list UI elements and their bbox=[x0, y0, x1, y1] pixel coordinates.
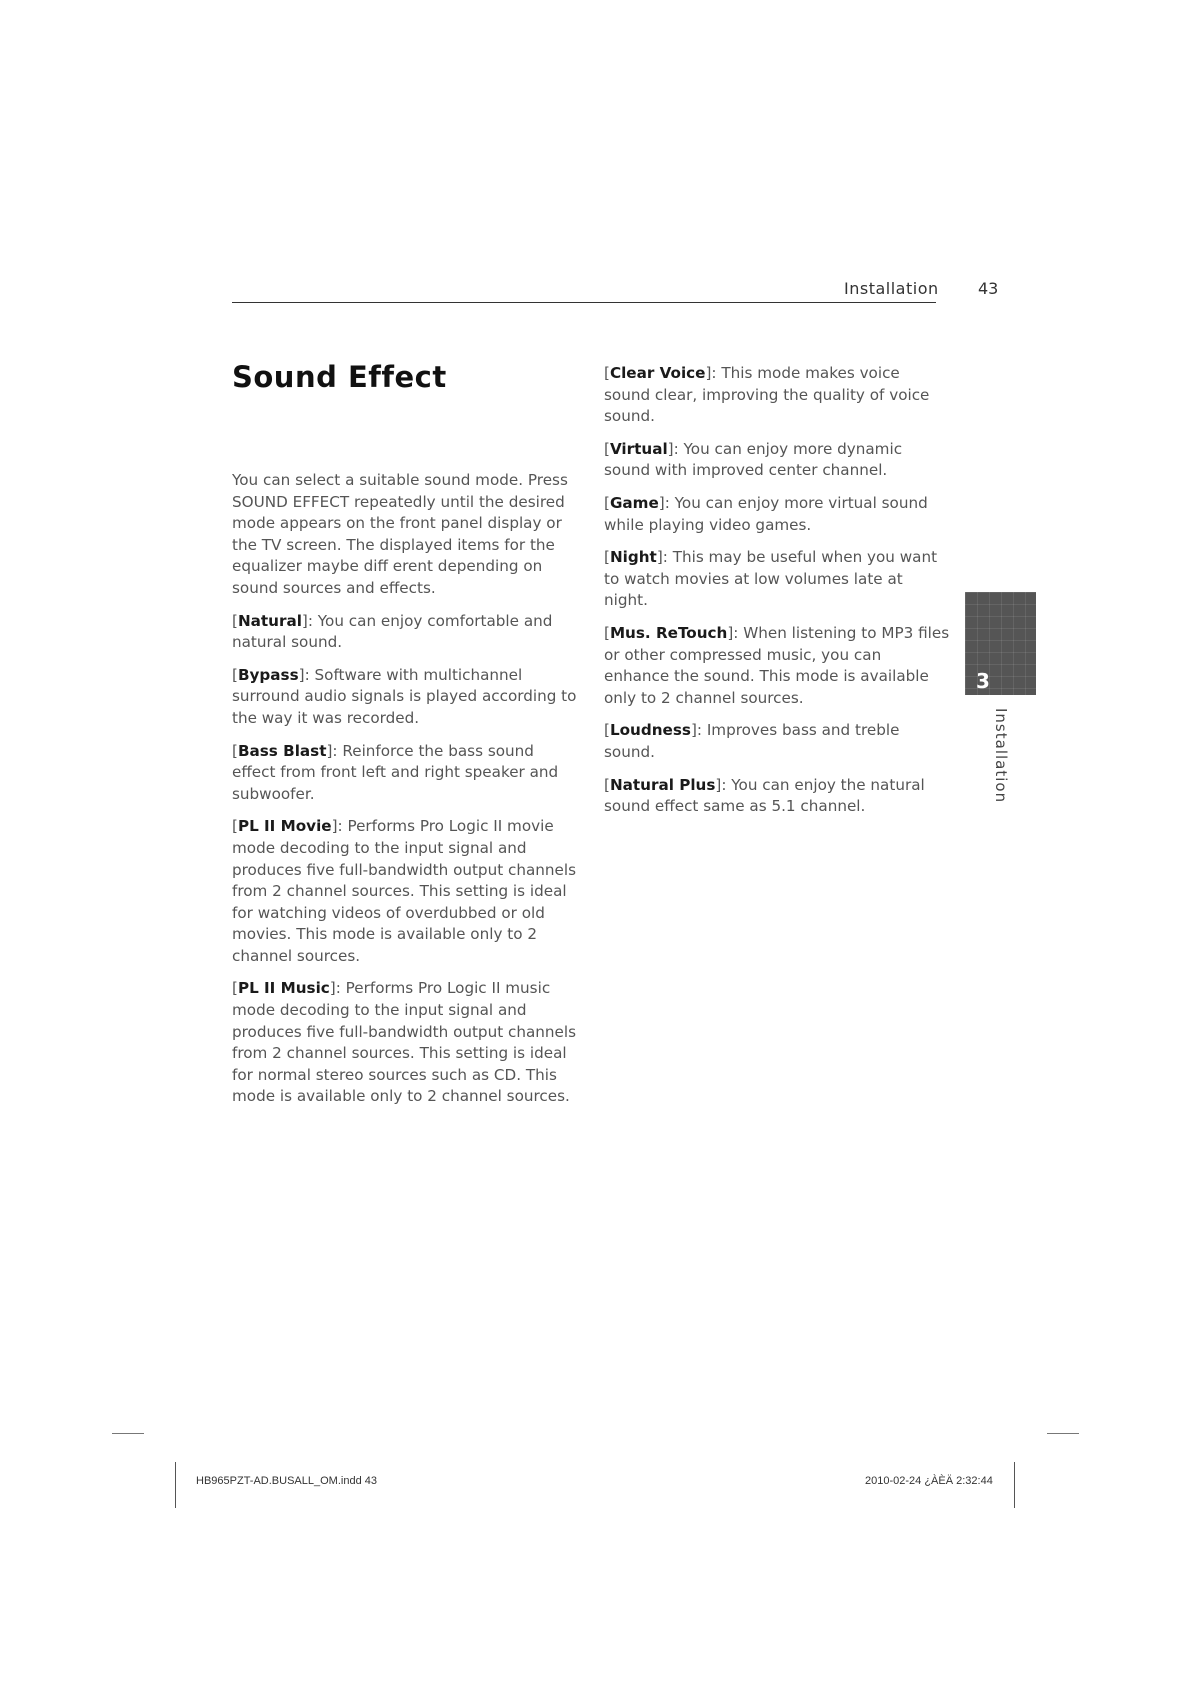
mode-item-virtual: [Virtual]: You can enjoy more dynamic sound with improved center channel. bbox=[604, 439, 903, 480]
right-column bbox=[604, 363, 950, 829]
mode-term: PL II Movie bbox=[237, 817, 332, 836]
mode-item-pl2-movie: [PL II Movie]: Performs Pro Logic II movie mode decoding to the input signal and produces five full-bandwidth output channels from 2 channel sources. This setting is ideal for watching videos of overdubbed or old movies. This mode is available only to 2 channel sources. bbox=[232, 817, 576, 965]
mode-item-mus-retouch: [Mus. ReTouch]: When listening to MP3 files or other compressed music, you can enhance the sound. This mode is available only to 2 channel sources. bbox=[604, 623, 950, 707]
mode-term: Loudness bbox=[609, 721, 691, 740]
mode-term: Game bbox=[609, 493, 659, 512]
mode-desc: : You can enjoy comfortable and natural sound. bbox=[232, 611, 553, 652]
mode-term: PL II Music bbox=[237, 979, 330, 998]
mode-desc: : Reinforce the bass sound effect from front left and right speaker and subwoofer. bbox=[232, 741, 559, 803]
mode-item-bass-blast: [Bass Blast]: Reinforce the bass sound effect from front left and right speaker and subwoofer. bbox=[232, 741, 559, 803]
footer-rule-left bbox=[175, 1462, 176, 1508]
mode-desc: : Performs Pro Logic II music mode decoding to the input signal and produces five full-bandwidth output channels from 2 channel sources. This setting is ideal for normal stereo sources such as CD. This mode is available only to 2 channel sources. bbox=[232, 979, 576, 1106]
mode-desc: : You can enjoy more virtual sound while playing video games. bbox=[604, 493, 928, 534]
mode-desc: : This may be useful when you want to watch movies at low volumes late at night. bbox=[604, 548, 938, 610]
mode-desc: : You can enjoy the natural sound effect same as 5.1 channel. bbox=[604, 775, 925, 816]
page-title: Sound Effect bbox=[232, 360, 447, 394]
mode-term: Night bbox=[609, 548, 657, 567]
mode-item-natural: [Natural]: You can enjoy comfortable and natural sound. bbox=[232, 611, 553, 652]
mode-term: Bass Blast bbox=[237, 741, 327, 760]
crop-mark-left bbox=[112, 1433, 144, 1434]
mode-item-game: [Game]: You can enjoy more virtual sound while playing video games. bbox=[604, 493, 928, 534]
mode-item-pl2-music: [PL II Music]: Performs Pro Logic II music mode decoding to the input signal and produces five full-bandwidth output channels from 2 channel sources. This setting is ideal for normal stereo sources such as CD. This mode is available only to 2 channel sources. bbox=[232, 979, 576, 1106]
mode-item-loudness: [Loudness]: Improves bass and treble sound. bbox=[604, 721, 900, 761]
footer-timestamp: 2010-02-24 ¿ÀÈÄ 2:32:44 bbox=[865, 1475, 993, 1487]
intro-paragraph: You can select a suitable sound mode. Press SOUND EFFECT repeatedly until the desired mode appears on the front panel display or the TV screen. The displayed items for the equalizer maybe diff erent depending on sound sources and effects. bbox=[232, 471, 568, 597]
mode-term: Natural bbox=[237, 611, 302, 630]
mode-desc: : Improves bass and treble sound. bbox=[604, 721, 900, 761]
mode-term: Clear Voice bbox=[609, 364, 706, 382]
mode-desc: : Performs Pro Logic II movie mode decoding to the input signal and produces five full-bandwidth output channels from 2 channel sources. This setting is ideal for watching videos of overdubbed or old movies. This mode is available only to 2 channel sources. bbox=[232, 817, 576, 965]
footer-rule-right bbox=[1014, 1462, 1015, 1508]
mode-desc: : This mode makes voice sound clear, improving the quality of voice sound. bbox=[604, 364, 930, 426]
crop-mark-right bbox=[1047, 1433, 1079, 1434]
mode-item-clear-voice: [Clear Voice]: This mode makes voice sound clear, improving the quality of voice sound. bbox=[604, 364, 930, 426]
footer-filename: HB965PZT-AD.BUSALL_OM.indd 43 bbox=[196, 1475, 377, 1487]
chapter-tab-label: Installation bbox=[992, 708, 1010, 804]
header-divider bbox=[232, 302, 936, 303]
chapter-tab-number: 3 bbox=[976, 669, 990, 693]
mode-desc: : Software with multichannel surround audio signals is played according to the way it was recorded. bbox=[232, 665, 577, 727]
header-section-title: Installation bbox=[844, 279, 939, 298]
mode-item-bypass: [Bypass]: Software with multichannel surround audio signals is played according to the way it was recorded. bbox=[232, 665, 577, 727]
mode-item-night: [Night]: This may be useful when you want to watch movies at low volumes late at night. bbox=[604, 548, 938, 610]
mode-desc: : When listening to MP3 files or other compressed music, you can enhance the sound. This mode is available only to 2 channel sources. bbox=[604, 623, 950, 707]
mode-term: Bypass bbox=[237, 665, 299, 684]
left-column bbox=[232, 470, 578, 1119]
mode-desc: : You can enjoy more dynamic sound with improved center channel. bbox=[604, 439, 903, 480]
mode-term: Natural Plus bbox=[609, 775, 716, 794]
page-number: 43 bbox=[978, 279, 999, 298]
mode-term: Mus. ReTouch bbox=[609, 623, 728, 642]
mode-item-natural-plus: [Natural Plus]: You can enjoy the natural sound effect same as 5.1 channel. bbox=[604, 775, 925, 816]
mode-term: Virtual bbox=[609, 439, 668, 458]
